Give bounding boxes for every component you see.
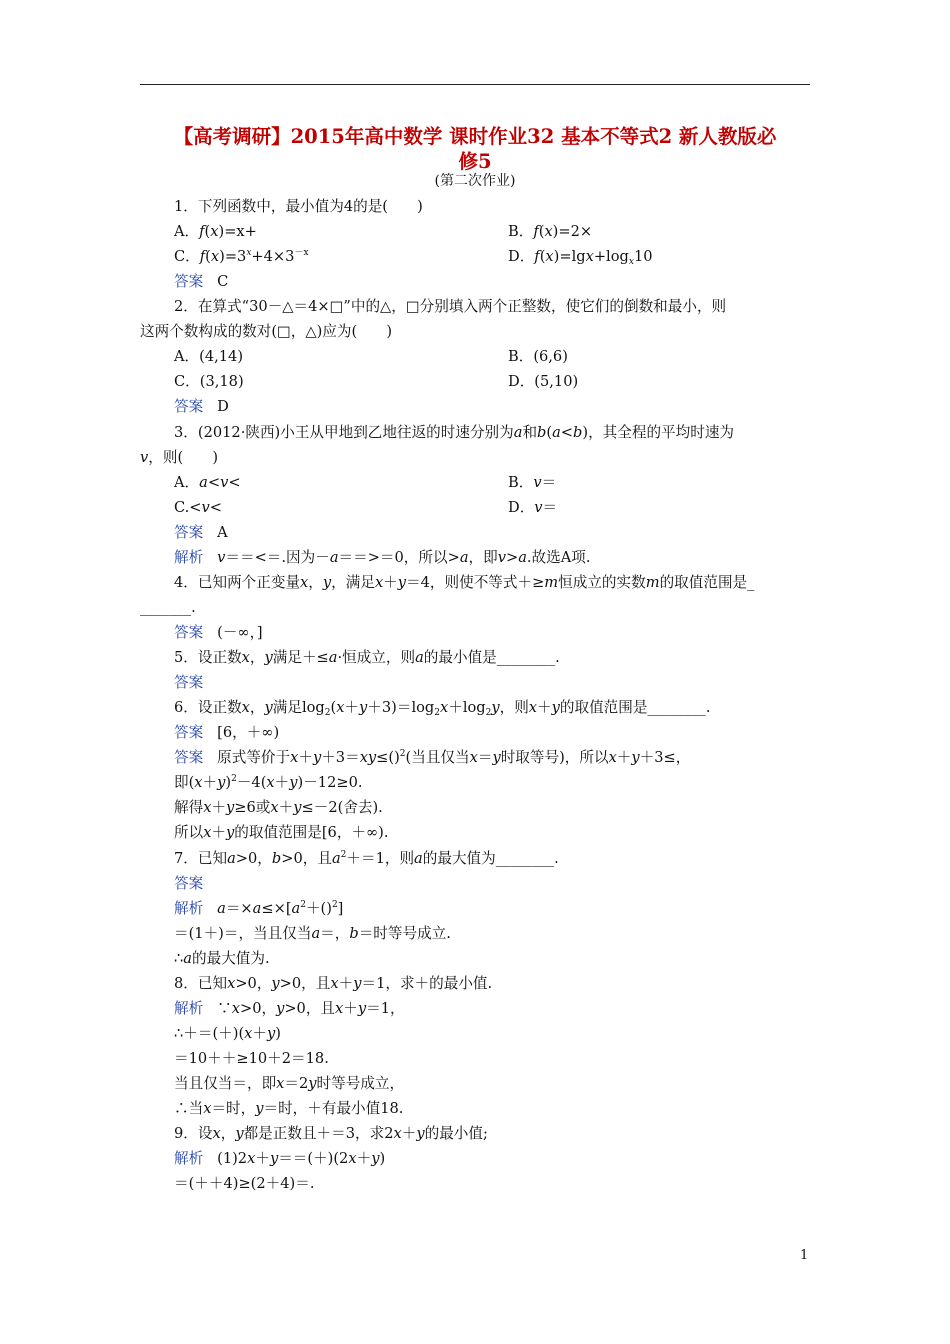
q4-stem-line-2: _______. — [140, 599, 196, 616]
q8-stem: 8．已知x>0，y>0，且x＋y＝1，求＋的最小值. — [174, 975, 493, 992]
q1-option-b: B．f(x)=2× — [508, 223, 593, 240]
q2-option-a: A．(4,14) — [174, 348, 244, 365]
q1-option-d: D．$f(x)=\lg x+\log_x10$ — [508, 248, 653, 267]
q5-stem: 5．设正数x，y满足＋≤a·恒成立，则a的最小值是________. — [174, 649, 560, 666]
q1-option-a: A．f(x)=x+ — [174, 223, 257, 240]
document-subtitle: (第二次作业) — [434, 173, 516, 189]
q7-solution-line-2: ＝(1＋)＝，当且仅当a＝，b＝时等号成立. — [174, 925, 451, 942]
q3-option-a: A．a<v< — [174, 474, 241, 491]
q8-solution-line-2: ∴＋＝(＋)(x＋y) — [174, 1025, 281, 1042]
q6-solution-line-2: 即$(x+y)^2-4(x+y)-12\ge 0$. — [174, 774, 363, 791]
q8-solution-line-4: 当且仅当＝，即x＝2y时等号成立， — [174, 1075, 405, 1092]
title-line-1: 【高考调研】2015年高中数学 课时作业32 基本不等式2 新人教版必 — [173, 125, 777, 148]
q7-solution-line-1: 解析 $a=\times a\le\times[a^2+()^2]$ — [174, 900, 344, 917]
q3-analysis: 解析 v＝＝<＝.因为－a＝＝>＝0，所以>a，即v>a.故选A项. — [174, 549, 591, 566]
q9-solution-line-2: ＝(＋＋4)≥(2＋4)＝. — [174, 1175, 315, 1192]
q6-solution-line-4: 所以x＋y的取值范围是[6，＋∞). — [174, 824, 389, 841]
q6-stem: 6．设正数x，y满足$\log_2(x+y+3)=\log_2x+\log_2y$，则x＋y的取值范围是________. — [174, 699, 711, 718]
q2-option-c: C．(3,18) — [174, 373, 244, 390]
q8-solution-line-1: 解析 ∵x>0，y>0，且x＋y＝1， — [174, 1000, 405, 1017]
q7-stem: 7．已知a>0，b>0，且$a^2+=1$，则a的最大值为________. — [174, 850, 559, 867]
q4-answer: 答案 (－∞，] — [174, 624, 263, 641]
title-line-2: 修5 — [458, 150, 492, 173]
q3-stem-line-1: 3．(2012·陕西)小王从甲地到乙地往返的时速分别为a和b(a<b)，其全程的平均时速为 — [174, 424, 735, 441]
q6-answer: 答案 [6，＋∞) — [174, 724, 280, 741]
q9-solution-line-1: 解析 (1)2x＋y＝＝(＋)(2x＋y) — [174, 1150, 386, 1167]
q5-answer: 答案 — [174, 674, 204, 691]
q4-stem-line-1: 4．已知两个正变量x，y，满足x＋y＝4，则使不等式＋≥m恒成立的实数m的取值范围是_ — [174, 574, 755, 591]
q9-stem: 9．设x，y都是正数且＋＝3，求2x＋y的最小值; — [174, 1125, 488, 1142]
q8-solution-line-3: ＝10＋＋≥10＋2＝18. — [174, 1050, 329, 1067]
q3-stem-line-2: v，则( ) — [140, 449, 219, 466]
header-rule — [140, 84, 810, 85]
q1-stem: 1．下列函数中，最小值为4的是( ) — [174, 198, 423, 215]
q8-solution-line-5: ∴当x＝时，y＝时，＋有最小值18. — [174, 1100, 404, 1117]
q2-answer: 答案 D — [174, 398, 229, 415]
q2-option-d: D．(5,10) — [508, 373, 579, 390]
q1-answer: 答案 C — [174, 273, 229, 290]
q6-solution-line-1: 答案 原式等价于x＋y＋3＝xy≤()$^2$(当且仅当x＝y时取等号)，所以x＋y＋3≤， — [174, 749, 691, 766]
q7-answer: 答案 — [174, 875, 204, 892]
q7-solution-line-3: ∴a的最大值为. — [174, 950, 270, 967]
q2-stem-line-1: 2．在算式“30－△＝4×□”中的△，□分别填入两个正整数，使它们的倒数和最小，则 — [174, 298, 727, 315]
q6-solution-line-3: 解得x＋y≥6或x＋y≤－2(舍去). — [174, 799, 383, 816]
q3-option-c: C.<v< — [174, 499, 222, 516]
q3-option-b: B．v＝ — [508, 474, 557, 491]
page-number: 1 — [800, 1248, 809, 1263]
q2-stem-line-2: 这两个数构成的数对(□，△)应为( ) — [140, 323, 393, 340]
q3-answer: 答案 A — [174, 524, 228, 541]
q2-option-b: B．(6,6) — [508, 348, 568, 365]
q3-option-d: D．v＝ — [508, 499, 558, 516]
document-title — [140, 124, 810, 174]
q1-option-c: C．$f(x)=3^x+4\times 3^{-x}$ — [174, 248, 309, 265]
